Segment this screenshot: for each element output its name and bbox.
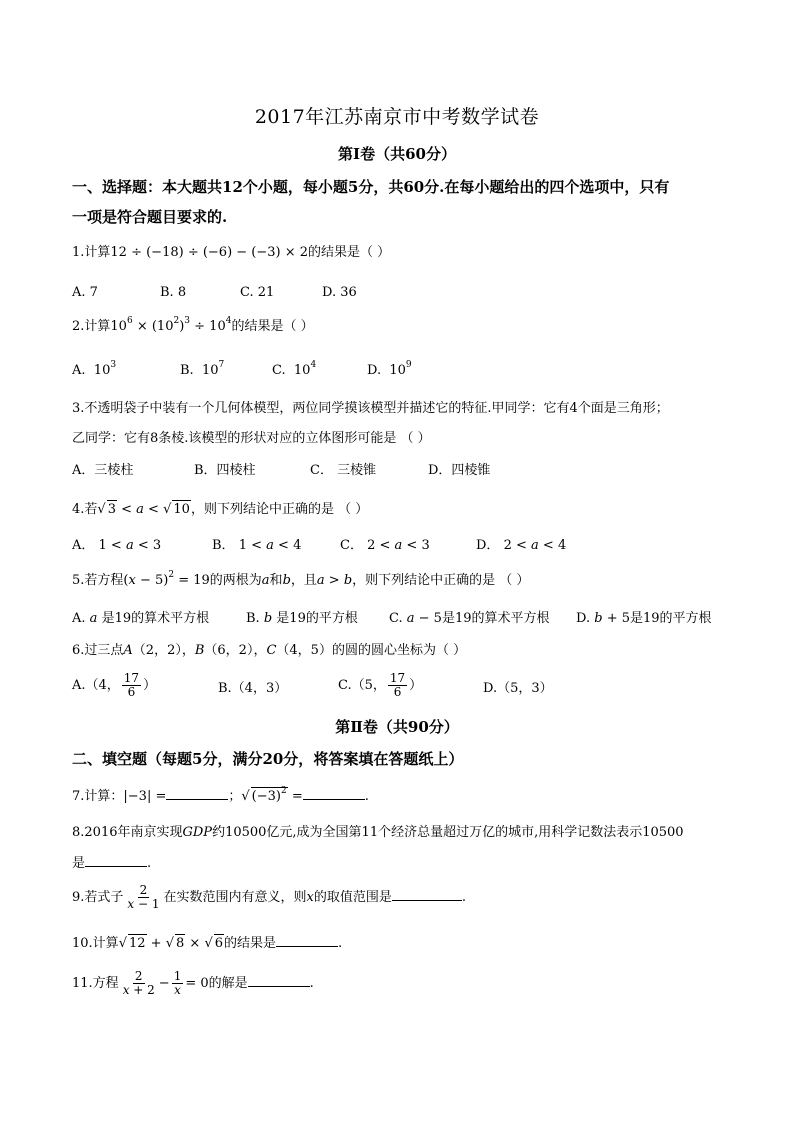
q4-suffix: ，则下列结论中正确的是 （ ） — [190, 502, 369, 517]
q4-inequality: √ 3 < a < √ 10 — [97, 502, 190, 517]
q5-option-c: C. a − 5是19的算术平方根 — [389, 611, 550, 626]
q11-answer-blank[interactable] — [248, 974, 310, 987]
q4-option-a: A． 1 < a < 3 — [72, 538, 162, 553]
q1-expression: 12 ÷ (−18) ÷ (−6) − (−3) × 2 — [110, 245, 309, 260]
q2-expression: $10^6 \times (10^2)^3 \div 10^4$ — [110, 316, 232, 334]
q8-line1: 8.2016年南京实现GDP约10500亿元,成为全国第11个经济总量超过万亿的城市,用科学记数法表示10500 — [72, 825, 684, 840]
page-title: 2017年江苏南京市中考数学试卷 — [254, 106, 540, 128]
q10-answer-blank[interactable] — [276, 934, 338, 947]
q2-option-c: C. $10^4$ — [272, 360, 317, 378]
question-7: 7.计算：|−3| = ；√ $(-3)^2$ = . — [72, 786, 369, 804]
q3-line2: 乙同学：它有8条棱.该模型的形状对应的立体图形可能是 （ ） — [72, 431, 431, 446]
question-6: 6.过三点A（2，2），B（6，2），C（4，5）的圆的圆心坐标为（ ） — [72, 643, 467, 658]
question-11: 11.方程 $\frac{2}{x + 2}$ − $\frac{1}{x}$ = 0的解是 . — [72, 969, 314, 997]
q3-option-d: D．四棱锥 — [428, 463, 491, 478]
q5-option-a: A. a 是19的算术平方根 — [72, 611, 210, 626]
question-2 — [72, 318, 314, 336]
q1-suffix: 的结果是（ ） — [308, 245, 391, 260]
q8-line2: 是 . — [72, 856, 152, 871]
q3-line1: 3.不透明袋子中装有一个几何体模型，两位同学摸该模型并描述它的特征.甲同学：它有4个面是三角形； — [72, 401, 669, 416]
q1-prefix: 1.计算 — [72, 245, 111, 260]
question-4 — [72, 500, 368, 519]
q3-option-c: C． 三棱锥 — [310, 463, 377, 478]
question-1 — [72, 244, 390, 262]
section2-title: 二、填空题（每题5分，满分20分，将答案填在答题纸上） — [72, 750, 464, 768]
section1-title-line1: 一、选择题：本大题共12个小题，每小题5分，共60分.在每小题给出的四个选项中，只有 — [72, 178, 670, 196]
q1-option-c: C. 21 — [240, 285, 275, 300]
q6-option-d: D.（5，3） — [483, 681, 553, 696]
q1-option-a: A. 7 — [72, 285, 98, 300]
q4-option-b: B． 1 < a < 4 — [212, 538, 302, 553]
section1-title-line2: 一项是符合题目要求的. — [72, 208, 228, 226]
q4-prefix: 4.若 — [72, 502, 98, 517]
question-9: 9.若式子 $\frac{2}{x - 1}$ 在实数范围内有意义，则x的取值范围是 . — [72, 883, 467, 911]
q3-option-b: B．四棱柱 — [194, 463, 256, 478]
q2-option-b: B. $10^7$ — [180, 360, 225, 378]
q5-option-d: D. b + 5是19的平方根 — [576, 611, 712, 626]
q5-suffix: ，则下列结论中正确的是 （ ） — [352, 573, 530, 588]
q5-prefix: 5.若方程 — [72, 573, 124, 588]
q6-option-a: A.（4， $\frac{17}{6}$ ） — [72, 671, 157, 699]
q5-equation: $(x - 5)^2 = 19$ — [123, 570, 210, 588]
q2-option-d: D. $10^9$ — [367, 360, 412, 378]
q1-option-d: D. 36 — [322, 285, 357, 300]
q5-option-b: B. b 是19的平方根 — [246, 611, 358, 626]
q8-answer-blank[interactable] — [85, 854, 147, 867]
q2-prefix: 2.计算 — [72, 319, 111, 334]
q6-option-b: B.（4，3） — [218, 681, 288, 696]
q7-answer-blank-2[interactable] — [303, 787, 365, 800]
q2-suffix: 的结果是（ ） — [231, 319, 314, 334]
q9-answer-blank[interactable] — [392, 888, 462, 901]
q2-option-a: A. $10^3$ — [72, 360, 117, 378]
q7-answer-blank-1[interactable] — [166, 787, 228, 800]
q4-option-d: D． 2 < a < 4 — [476, 538, 567, 553]
q4-option-c: C． 2 < a < 3 — [340, 538, 430, 553]
part2-heading: 第Ⅱ卷（共90分） — [335, 718, 459, 736]
question-10: 10.计算√ 12 + √ 8 × √ 6的结果是 . — [72, 936, 343, 951]
q6-option-c: C.（5， $\frac{17}{6}$ ） — [338, 671, 423, 699]
part1-heading: 第Ⅰ卷（共60分） — [338, 145, 456, 163]
q1-option-b: B. 8 — [160, 285, 187, 300]
q3-option-a: A．三棱柱 — [72, 463, 134, 478]
question-5: 5.若方程$(x - 5)^2 = 19$的两根为a和b，且a > b，则下列结论中正确的是 （ ） — [72, 570, 530, 588]
